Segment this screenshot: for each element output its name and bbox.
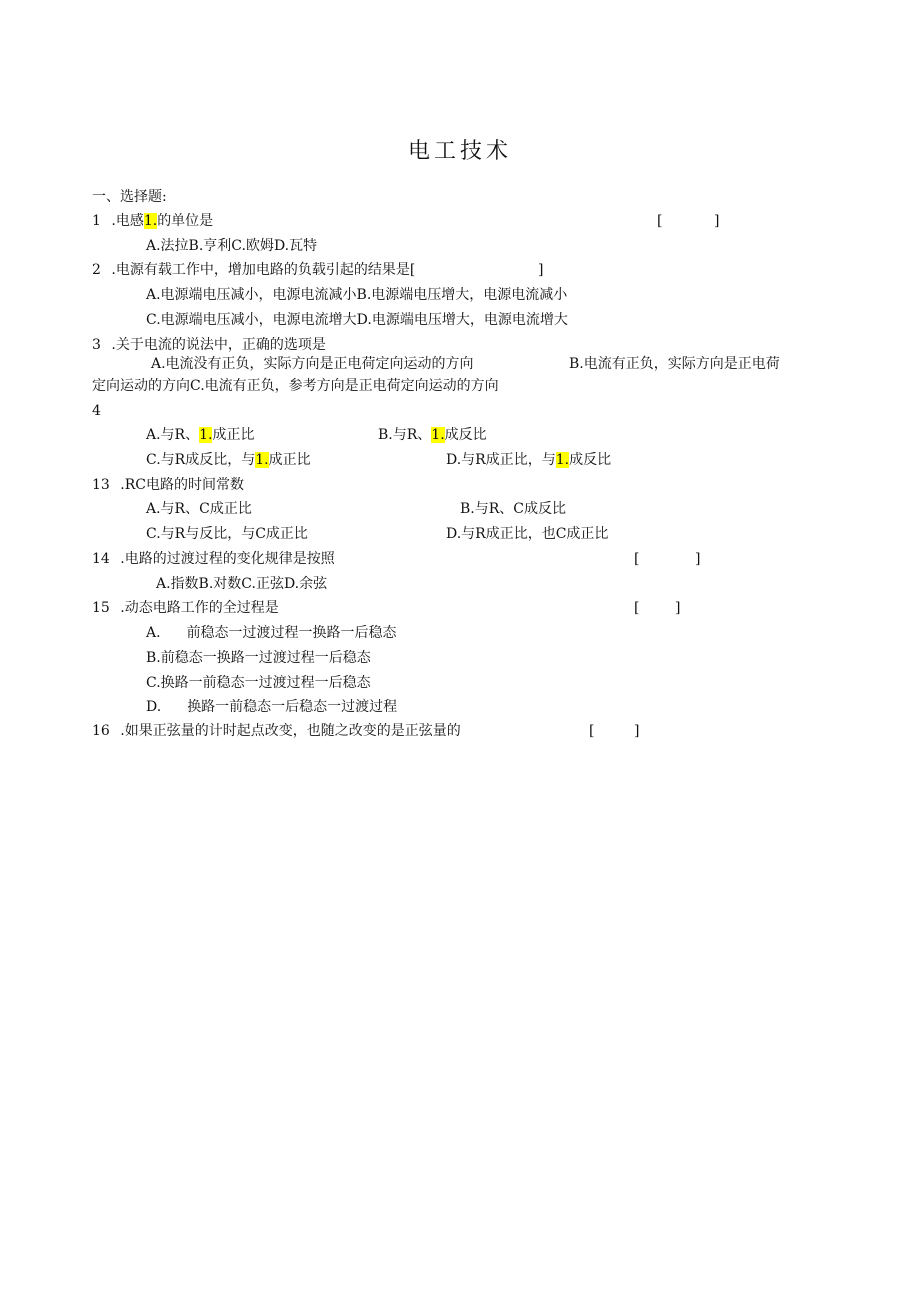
question-4-option-b [378, 426, 487, 444]
option-text: B.与R、 [378, 427, 432, 443]
question-text: .电源有载工作中，增加电路的负载引起的结果是[ [111, 262, 416, 278]
option-text: C.与R成反比，与 [146, 452, 256, 468]
section-heading: 一、选择题: [92, 189, 167, 205]
question-14 [92, 550, 335, 568]
answer-bracket-open: [ [589, 723, 595, 739]
question-number: 13 [92, 477, 110, 493]
answer-bracket-open: [ [634, 600, 640, 616]
question-3-option-a: A.电流没有正负，实际方向是正电荷定向运动的方向 [151, 356, 474, 372]
question-number: 16 [92, 723, 110, 739]
question-15-option-b: B.前稳态一换路一过渡过程一后稳态 [146, 650, 371, 666]
highlighted-symbol: 1. [143, 213, 158, 229]
answer-bracket-close: ] [695, 551, 701, 567]
question-3-option-b: B.电流有正负，实际方向是正电荷 [569, 356, 780, 372]
question-number: 3 [92, 337, 101, 353]
highlighted-symbol: 1. [431, 427, 445, 443]
question-4-option-d [446, 451, 611, 469]
question-4-number: 4 [92, 403, 101, 419]
answer-bracket-open: [ [634, 551, 640, 567]
option-text: D.与R成正比，与 [446, 452, 556, 468]
question-14-options: A.指数B.对数C.正弦D.余弦 [156, 576, 328, 592]
answer-bracket-close: ] [634, 723, 640, 739]
option-label: D. [146, 699, 162, 715]
question-13-option-d: D.与R成正比，也C成正比 [446, 526, 609, 542]
question-16 [92, 722, 461, 740]
question-text: .关于电流的说法中，正确的选项是 [111, 337, 326, 353]
highlighted-symbol: 1. [255, 452, 269, 468]
question-15-option-a [146, 624, 397, 642]
question-2-options-line-1: A.电源端电压减小，电源电流减小B.电源端电压增大，电源电流减小 [146, 287, 568, 303]
option-label: A. [146, 625, 161, 641]
question-text: .RC电路的时间常数 [120, 477, 244, 493]
question-2-options-line-2: C.电源端电压减小，电源电流增大D.电源端电压增大，电源电流增大 [146, 312, 568, 328]
question-number: 2 [92, 262, 101, 278]
question-1-options: A.法拉B.亨利C.欧姆D.瓦特 [146, 238, 318, 254]
question-15-option-d [146, 698, 397, 716]
question-13 [92, 476, 244, 494]
question-text: .电路的过渡过程的变化规律是按照 [120, 551, 335, 567]
question-1 [92, 212, 213, 230]
highlighted-symbol: 1. [199, 427, 213, 443]
option-text: A.与R、 [146, 427, 200, 443]
question-text: .如果正弦量的计时起点改变，也随之改变的是正弦量的 [120, 723, 461, 739]
question-text: .电感 [111, 213, 144, 229]
option-text: 成正比 [212, 427, 255, 443]
page-title: 电工技术 [407, 139, 512, 164]
question-15 [92, 599, 279, 617]
question-number: 1 [92, 213, 101, 229]
answer-bracket-close: ] [538, 262, 544, 278]
answer-bracket-open: [ [657, 213, 663, 229]
question-4-option-a [146, 426, 254, 444]
option-text: 成反比 [444, 427, 487, 443]
option-text: 前稳态一过渡过程一换路一后稳态 [186, 625, 397, 641]
question-15-option-c: C.换路一前稳态一过渡过程一后稳态 [146, 675, 371, 691]
option-text: 成反比 [569, 452, 612, 468]
question-2 [92, 261, 415, 279]
question-text: .动态电路工作的全过程是 [120, 600, 279, 616]
question-3-option-b-continued: 定向运动的方向C.电流有正负，参考方向是正电荷定向运动的方向 [92, 378, 499, 394]
question-13-option-a: A.与R、C成正比 [146, 501, 252, 517]
question-number: 15 [92, 600, 110, 616]
option-text: 换路一前稳态一后稳态一过渡过程 [187, 699, 398, 715]
question-4-option-c [146, 451, 311, 469]
question-number: 14 [92, 551, 110, 567]
answer-bracket-close: ] [675, 600, 681, 616]
question-13-option-b: B.与R、C成反比 [460, 501, 566, 517]
question-text: 的单位是 [157, 213, 214, 229]
option-text: 成正比 [268, 452, 311, 468]
question-3 [92, 336, 326, 354]
question-13-option-c: C.与R与反比，与C成正比 [146, 526, 308, 542]
answer-bracket-close: ] [714, 213, 720, 229]
highlighted-symbol: 1. [555, 452, 570, 468]
